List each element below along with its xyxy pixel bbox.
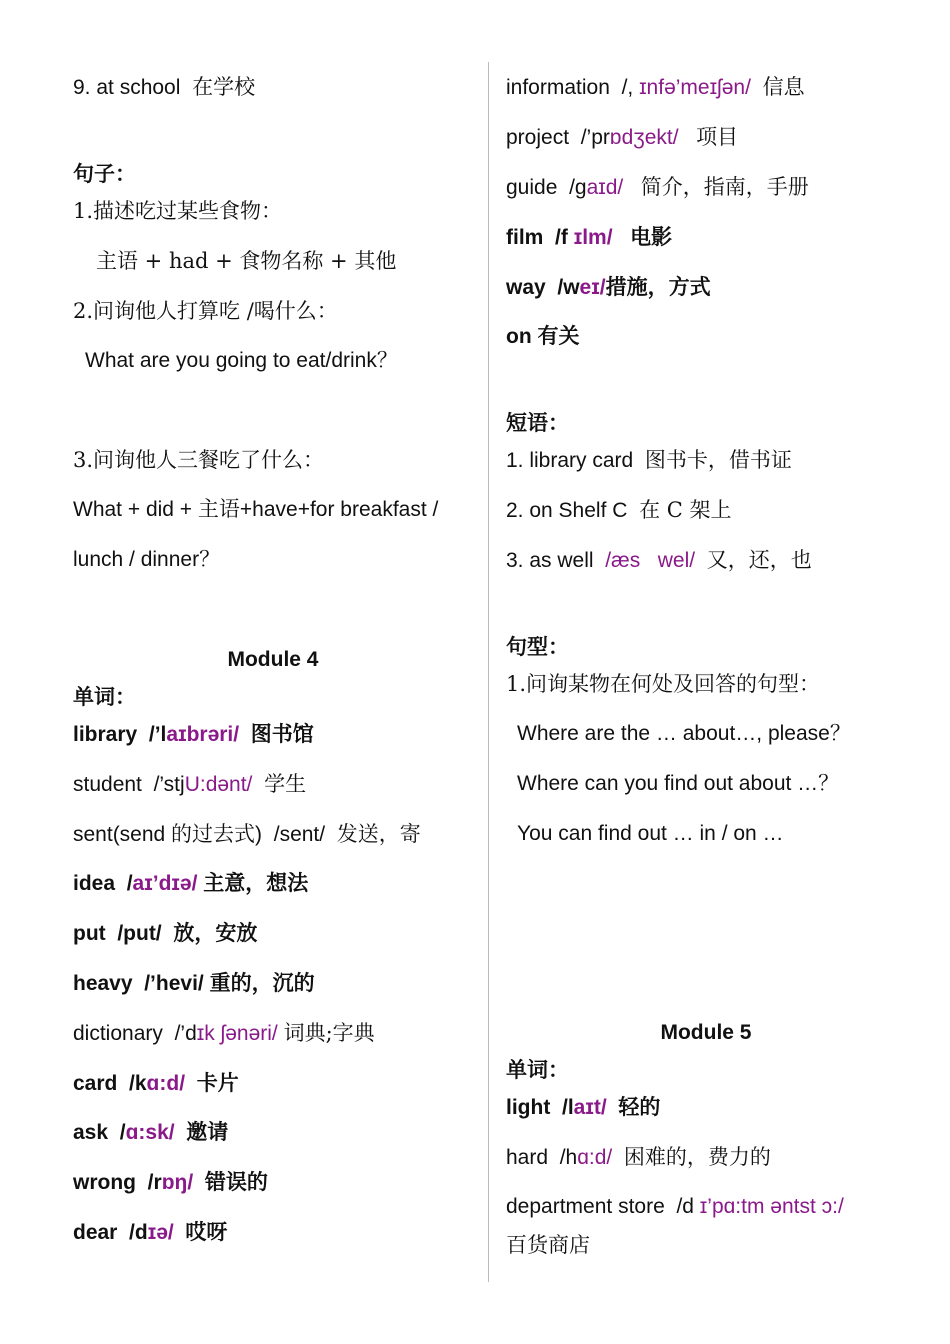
word: light (506, 1096, 551, 1119)
phonetic: ɪə/ (147, 1221, 174, 1244)
phonetic-prefix: /k (129, 1072, 147, 1095)
word-entry (73, 970, 315, 997)
words-heading-m4: 单词： (73, 684, 136, 709)
sentence-rule-2: 2.问询他人打算吃 /喝什么： (73, 299, 338, 323)
word: way (506, 276, 546, 299)
phrase-cn: 图书卡，借书证 (644, 448, 792, 472)
word-entry (506, 174, 809, 201)
phonetic-prefix: /’l (148, 723, 167, 746)
phonetic-prefix: / (119, 1121, 126, 1144)
word: hard (506, 1146, 549, 1169)
translation: 百货商店 (506, 1233, 590, 1257)
translation: 错误的 (204, 1169, 268, 1194)
word: put (73, 922, 106, 945)
word: film (506, 226, 544, 249)
translation: 放，安放 (173, 920, 258, 945)
phrase-item (506, 547, 812, 574)
word: sent(send 的过去式) (73, 823, 263, 846)
translation: 困难的，费力的 (623, 1145, 771, 1169)
phonetic: ɑ:d/ (146, 1072, 186, 1095)
phonetic: ɑ:sk/ (125, 1121, 175, 1144)
phrase-item (506, 497, 732, 524)
phonetic: ɪ’pɑ:tm əntst ɔ:/ (699, 1195, 844, 1218)
word-entry (73, 1219, 227, 1246)
phrase-cn: 在 C 架上 (639, 498, 732, 522)
module-5-title: Module 5 (660, 1021, 752, 1044)
translation: 发送，寄 (336, 822, 421, 846)
word: student (73, 773, 142, 796)
translation: 重的，沉的 (209, 970, 315, 995)
word-entry (506, 224, 672, 251)
word: on (506, 325, 532, 348)
phonetic: ɒŋ/ (161, 1171, 194, 1194)
phonetic: ɒdʒekt/ (609, 126, 679, 149)
translation: 哎呀 (185, 1219, 228, 1244)
sentence-pattern-1: 主语 + had + 食物名称 + 其他 (96, 249, 397, 273)
phonetic-prefix: /l (562, 1096, 574, 1119)
phrases-heading: 短语： (506, 410, 569, 435)
word-entry (506, 1194, 844, 1220)
phrase-cn: 又，还，也 (706, 548, 812, 572)
phrase-item (506, 447, 792, 474)
phrase-cn: 在学校 (192, 75, 256, 99)
translation: 电影 (630, 224, 673, 249)
word-entry (73, 1020, 375, 1047)
words-heading-m5: 单词： (506, 1057, 569, 1082)
translation: 学生 (264, 772, 307, 796)
sentences-heading: 句子： (73, 161, 136, 186)
phonetic-prefix: /’pr (580, 126, 610, 149)
phonetic-prefix: /f (555, 226, 568, 249)
phonetic: /æs wel/ (605, 549, 696, 572)
phrase-at-school (73, 74, 255, 101)
translation: 图书馆 (250, 721, 314, 746)
phonetic: aɪt/ (573, 1096, 607, 1119)
word-entry (73, 821, 421, 848)
word-entry (506, 124, 738, 151)
translation: 信息 (762, 75, 805, 99)
phonetic-prefix: /sent/ (273, 823, 326, 846)
word: project (506, 126, 570, 149)
patterns-heading: 句型： (506, 634, 569, 659)
word-entry (73, 1119, 228, 1146)
phonetic: ɪk ʃənəri/ (196, 1022, 278, 1045)
translation: 邀请 (186, 1119, 229, 1144)
word-entry (73, 870, 308, 897)
word-entry (506, 274, 711, 301)
word: card (73, 1072, 118, 1095)
pattern-line: You can find out … in / on … (517, 822, 784, 845)
phonetic: ɪlm/ (573, 226, 613, 249)
phonetic-prefix: /w (557, 276, 580, 299)
phonetic-prefix: /g (569, 176, 587, 199)
phonetic: ɑ:d/ (577, 1146, 613, 1169)
phonetic: aɪbrəri/ (166, 723, 240, 746)
word-entry (73, 771, 306, 798)
sentence-pattern-3-line1: What + did + 主语+have+for breakfast / (73, 498, 439, 521)
word: idea (73, 872, 116, 895)
phonetic-prefix: / (126, 872, 133, 895)
word: heavy (73, 972, 133, 995)
module-4-title: Module 4 (227, 648, 319, 671)
phonetic: U:dənt/ (184, 773, 253, 796)
phonetic-prefix: /’stj (153, 773, 185, 796)
sentence-rule-3: 3.问询他人三餐吃了什么： (73, 448, 325, 472)
word-entry (73, 1169, 268, 1196)
phrase-en: 1. library card (506, 449, 634, 472)
phonetic: ɪnfə’meɪʃən/ (639, 76, 751, 99)
phonetic-prefix: /d (676, 1195, 694, 1218)
word-entry (506, 1094, 660, 1121)
phonetic-prefix: /r (147, 1171, 162, 1194)
word-entry (506, 323, 580, 350)
phonetic: aɪd/ (586, 176, 624, 199)
column-divider (488, 62, 489, 1282)
word-entry (73, 920, 257, 947)
word: dictionary (73, 1022, 163, 1045)
pattern-line: Where are the … about…, please？ (517, 722, 851, 745)
phonetic-prefix: /d (129, 1221, 148, 1244)
word-entry (506, 74, 805, 101)
translation: 主意，想法 (203, 870, 309, 895)
translation: 轻的 (618, 1094, 661, 1119)
phrase-en: 3. as well (506, 549, 594, 572)
translation: 项目 (696, 125, 739, 149)
word: guide (506, 176, 558, 199)
pattern-line: Where can you find out about …？ (517, 772, 840, 795)
word-entry (73, 1070, 239, 1097)
phonetic-prefix: /put/ (117, 922, 162, 945)
phonetic-prefix: /, (621, 76, 634, 99)
phonetic-prefix: /’hevi/ (144, 972, 204, 995)
translation: 词典;字典 (283, 1021, 375, 1045)
word: ask (73, 1121, 109, 1144)
phonetic: aɪ’dɪə/ (132, 872, 198, 895)
phonetic: eɪ/ (579, 276, 606, 299)
word: library (73, 723, 138, 746)
word-entry (73, 721, 314, 748)
phonetic-prefix: /h (559, 1146, 578, 1169)
translation: 有关 (537, 323, 580, 348)
word: information (506, 76, 610, 99)
translation: 措施，方式 (605, 274, 711, 299)
phrase-en: 9. at school (73, 76, 181, 99)
phonetic-prefix: /’d (174, 1022, 197, 1045)
translation: 简介，指南，手册 (640, 175, 809, 199)
phrase-en: 2. on Shelf C (506, 499, 628, 522)
word: dear (73, 1221, 118, 1244)
pattern-rule-1: 1.问询某物在何处及回答的句型： (506, 672, 821, 696)
sentence-pattern-3-line2: lunch / dinner？ (73, 548, 221, 571)
word-entry (506, 1144, 771, 1171)
sentence-example-2: What are you going to eat/drink？ (85, 349, 398, 372)
word: wrong (73, 1171, 136, 1194)
word: department store (506, 1195, 665, 1218)
translation: 卡片 (196, 1070, 239, 1095)
sentence-rule-1: 1.描述吃过某些食物： (73, 199, 283, 223)
